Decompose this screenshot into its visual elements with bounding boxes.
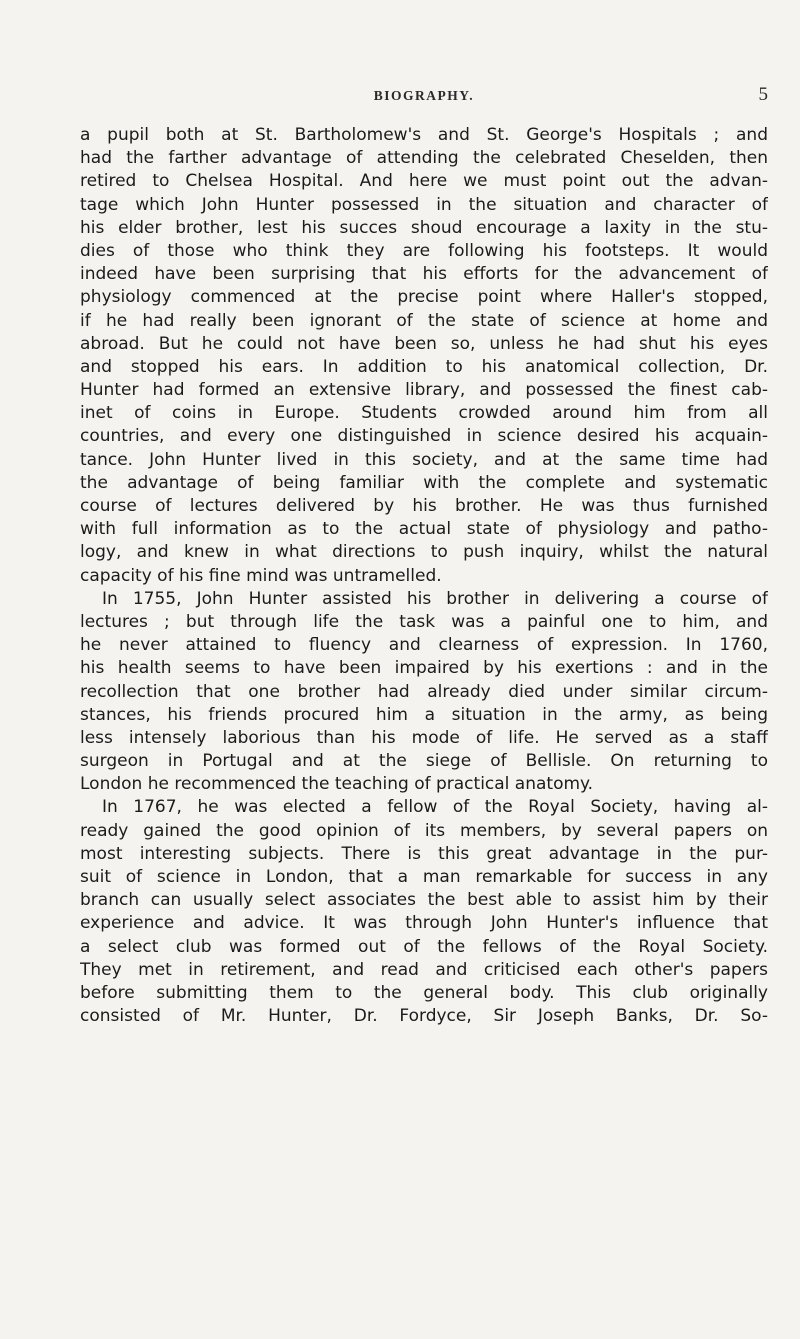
text-line: suit of science in London, that a man remarkable for success in any	[80, 867, 768, 887]
running-head	[80, 84, 768, 112]
page-number: 5	[758, 84, 768, 105]
text-line: tage which John Hunter possessed in the situation and character of	[80, 194, 768, 215]
paragraph-end-line: capacity of his fine mind was untramelled.	[80, 565, 442, 586]
text-line: with full information as to the actual state of physiology and patho-	[80, 519, 768, 540]
text-line: his elder brother, lest his succes shoud encourage a laxity in the stu-	[80, 217, 768, 238]
text-line: and stopped his ears. In addition to his anatomical collection, Dr.	[80, 356, 768, 377]
text-line: had the farther advantage of attending the celebrated Cheselden, then	[80, 148, 768, 169]
body-text	[80, 124, 768, 1028]
text-line: branch can usually select associates the best able to assist him by their	[80, 890, 768, 911]
text-line: They met in retirement, and read and criticised each other's papers	[80, 959, 768, 980]
text-line: recollection that one brother had already died under similar circum-	[80, 681, 768, 702]
text-line: physiology commenced at the precise point where Haller's stopped,	[80, 287, 768, 308]
text-line: Hunter had formed an extensive library, and possessed the finest cab-	[80, 380, 768, 401]
text-line: if he had really been ignorant of the state of science at home and	[80, 310, 768, 331]
text-line: logy, and knew in what directions to push inquiry, whilst the natural	[80, 542, 768, 563]
text-line: tance. John Hunter lived in this society, and at the same time had	[80, 449, 768, 470]
text-line: surgeon in Portugal and at the siege of Bellisle. On returning to	[80, 751, 768, 772]
text-line: countries, and every one distinguished in science desired his acquain-	[80, 426, 768, 447]
text-line: lectures ; but through life the task was a painful one to him, and	[80, 611, 768, 632]
text-line: ready gained the good opinion of its members, by several papers on	[80, 820, 768, 841]
text-line: experience and advice. It was through John Hunter's influence that	[80, 913, 768, 934]
text-line: before submitting them to the general body. This club originally	[80, 982, 768, 1003]
paragraph-start-line: In 1767, he was elected a fellow of the Royal Society, having al-	[102, 797, 768, 818]
text-line: inet of coins in Europe. Students crowded around him from all	[80, 403, 768, 424]
text-line: abroad. But he could not have been so, unless he had shut his eyes	[80, 333, 768, 354]
paragraph-end-line: London he recommenced the teaching of practical anatomy.	[80, 774, 594, 795]
text-line: the advantage of being familiar with the complete and systematic	[80, 472, 768, 493]
text-line: most interesting subjects. There is this great advantage in the pur-	[80, 843, 768, 864]
text-line: indeed have been surprising that his efforts for the advancement of	[80, 264, 768, 285]
text-line: course of lectures delivered by his brother. He was thus furnished	[80, 496, 768, 516]
text-line: stances, his friends procured him a situation in the army, as being	[80, 704, 768, 725]
text-line: his health seems to have been impaired by his exertions : and in the	[80, 658, 768, 679]
text-line: retired to Chelsea Hospital. And here we must point out the advan-	[80, 171, 768, 192]
running-title: BIOGRAPHY.	[373, 88, 475, 103]
text-line: a pupil both at St. Bartholomew's and St. George's Hospitals ; and	[80, 125, 768, 145]
text-line: dies of those who think they are following his footsteps. It would	[80, 240, 768, 261]
text-line: he never attained to fluency and clearness of expression. In 1760,	[80, 635, 768, 656]
text-line: consisted of Mr. Hunter, Dr. Fordyce, Sir Joseph Banks, Dr. So-	[80, 1006, 768, 1027]
paragraph-start-line: In 1755, John Hunter assisted his brother in delivering a course of	[102, 588, 768, 609]
text-line: a select club was formed out of the fellows of the Royal Society.	[80, 936, 768, 957]
text-line: less intensely laborious than his mode of life. He served as a staff	[80, 727, 768, 748]
